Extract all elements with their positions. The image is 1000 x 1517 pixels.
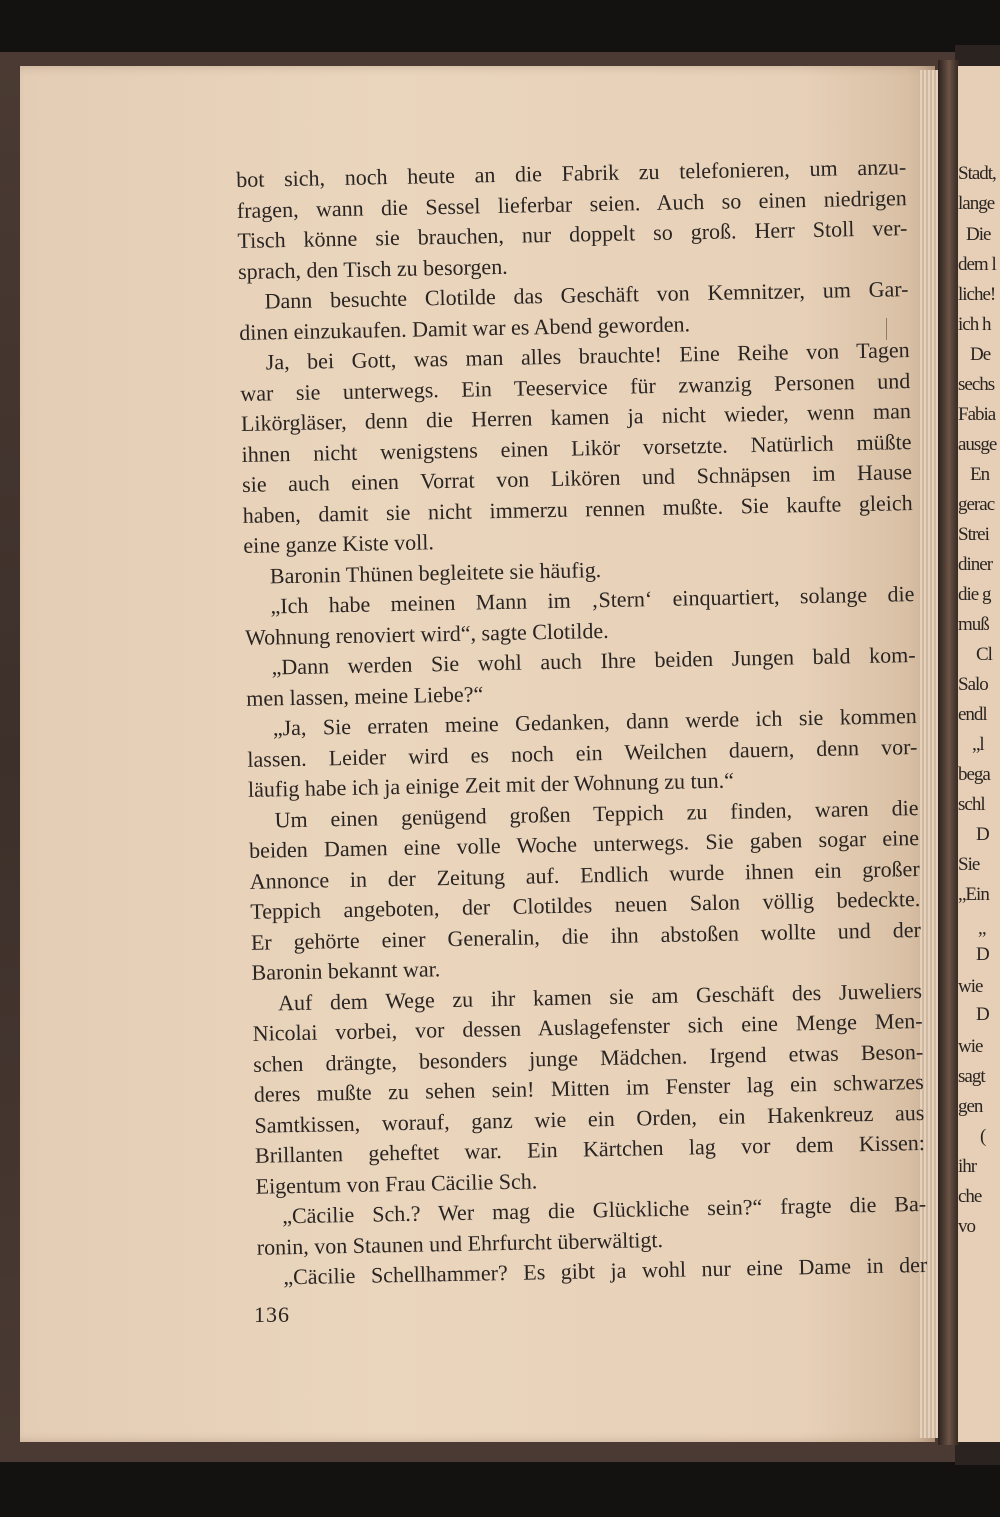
next-page-fragment: bega: [958, 764, 990, 785]
next-page-fragment: wie: [958, 976, 983, 997]
text-line: Auf dem Wege zu ihr kamen sie am Geschäft des Juweliers: [277, 977, 923, 1015]
text-line: men lassen, meine Liebe?“: [245, 680, 484, 711]
next-page-fragment: gerac: [958, 494, 995, 515]
text-line: „Cäcilie Schellhammer? Es gibt ja wohl nur eine Dame in der: [283, 1251, 928, 1290]
text-line: Nicolai vorbei, vor dessen Auslagefenster sich eine Menge Men-: [252, 1007, 923, 1046]
text-line: Teppich angeboten, der Clotildes neuen Salon völlig bedeckte.: [250, 886, 921, 924]
next-page-fragment: endl: [958, 704, 987, 725]
next-page-fragment: Stadt,: [958, 163, 996, 184]
next-page-fragment: Salo: [958, 674, 988, 695]
text-line: war sie unterwegs. Ein Teeservice für zwanzig Personen und: [240, 367, 911, 406]
next-page-fragment: lange: [958, 193, 995, 214]
text-line: Samtkissen, worauf, ganz wie ein Orden, ein Hakenkreuz aus: [254, 1099, 925, 1138]
text-line: Annonce in der Zeitung auf. Endlich wurde ihnen ein großer: [249, 855, 920, 894]
text-line: sie auch einen Vorrat von Likören und Schnäpsen im Hause: [241, 459, 913, 497]
next-page-fragment: „: [978, 918, 986, 939]
page-number: 136: [254, 1302, 290, 1327]
next-page-fragment: dem l: [958, 254, 996, 275]
text-line: schen drängte, besonders junge Mädchen. Irgend etwas Beson-: [253, 1038, 924, 1077]
next-page-fragment: diner: [958, 554, 993, 575]
next-page-fragment: De: [970, 344, 991, 365]
text-line: „Ich habe meinen Mann im ‚Stern‘ einquartiert, solange die: [270, 581, 915, 619]
next-page-fragment: schl: [958, 794, 985, 815]
next-page-fragment: (: [980, 1126, 986, 1147]
text-line: „Cäcilie Sch.? Wer mag die Glückliche sein?“ fragte die Ba-: [281, 1190, 927, 1229]
text-line: läufig habe ich ja einige Zeit mit der Wohnung zu tun.“: [247, 767, 735, 802]
text-line: Tisch könne sie brauchen, nur doppelt so groß. Herr Stoll ver-: [237, 215, 908, 253]
next-page-fragment: Strei: [958, 524, 989, 545]
text-line: deres mußte zu sehen sein! Mitten im Fenster lag ein schwarzes: [253, 1068, 924, 1107]
text-line: „Dann werden Sie wohl auch Ihre beiden Jungen bald kom-: [271, 642, 916, 680]
next-page-fragment: Fabia: [958, 404, 996, 425]
next-page-fragment: sagt: [958, 1066, 985, 1087]
text-line: dinen einzukaufen. Damit war es Abend geworden.: [238, 310, 691, 345]
text-line: Baronin Thünen begleitete sie häufig.: [269, 556, 602, 588]
next-page-fragment: Cl: [976, 644, 992, 665]
next-page-fragment: ausge: [958, 434, 997, 455]
text-line: Baronin bekannt war.: [251, 956, 441, 985]
next-page-fragment: liche!: [958, 284, 996, 305]
next-page-fragment: „Ein: [958, 884, 989, 905]
text-line: haben, damit sie nicht immerzu rennen mußte. Sie kaufte gleich: [242, 489, 913, 528]
text-line: Brillanten geheftet war. Ein Kärtchen lag vor dem Kissen:: [254, 1129, 926, 1168]
next-page-fragment: D: [976, 824, 989, 845]
text-line: ronin, von Staunen und Ehrfurcht überwältigt.: [256, 1226, 664, 1260]
text-line: bot sich, noch heute an die Fabrik zu telefonieren, um anzu-: [236, 154, 907, 192]
text-line: eine ganze Kiste voll.: [243, 529, 435, 558]
text-line: ihnen nicht wenigstens einen Likör vorsetzte. Natürlich müßte: [241, 428, 912, 467]
text-line: beiden Damen eine volle Woche unterwegs. Sie gaben sogar eine: [248, 825, 920, 863]
next-page-fragment: gen: [958, 1096, 983, 1117]
text-line: Dann besuchte Clotilde das Geschäft von Kemnitzer, um Gar-: [264, 276, 909, 314]
text-line: Wohnung renoviert wird“, sagte Clotilde.: [244, 617, 609, 650]
next-page-fragment: D: [976, 1004, 989, 1025]
text-line: lassen. Leider wird es noch ein Weilchen dauern, denn vor-: [247, 733, 918, 772]
body-text: [236, 152, 928, 1293]
text-line: Likörgläser, denn die Herren kamen ja nicht wieder, wenn man: [240, 398, 912, 436]
next-page-fragment: D: [976, 944, 989, 965]
text-line: sprach, den Tisch zu besorgen.: [237, 253, 508, 284]
next-page-fragment: Sie: [958, 854, 980, 875]
next-page-fragment: Die: [966, 224, 991, 245]
text-line: Um einen genügend großen Teppich zu finden, waren die: [274, 794, 919, 832]
next-page-fragment: vo: [958, 1216, 975, 1237]
next-page-fragment: sechs: [958, 374, 995, 395]
next-page-fragment: die g: [958, 584, 991, 605]
next-page-fragment: En: [970, 464, 990, 485]
text-line: Eigentum von Frau Cäcilie Sch.: [255, 1167, 538, 1199]
book-gutter: [938, 60, 960, 1445]
text-line: Ja, bei Gott, was man alles brauchte! Eine Reihe von Tagen: [265, 337, 910, 375]
next-page-fragment: ihr: [958, 1156, 977, 1177]
text-line: fragen, wann die Sessel lieferbar seien. Auch so einen niedrigen: [236, 184, 907, 223]
next-page-fragment: „l: [972, 734, 984, 755]
next-page-fragment: ich h: [958, 314, 991, 335]
text-line: Er gehörte einer Generalin, die ihn abstoßen wollte und der: [250, 916, 922, 955]
right-page: [958, 66, 1000, 1442]
next-page-fragment: wie: [958, 1036, 983, 1057]
text-line: „Ja, Sie erraten meine Gedanken, dann werde ich sie kommen: [272, 703, 917, 741]
next-page-fragment: muß: [958, 614, 989, 635]
next-page-fragment: che: [958, 1186, 982, 1207]
